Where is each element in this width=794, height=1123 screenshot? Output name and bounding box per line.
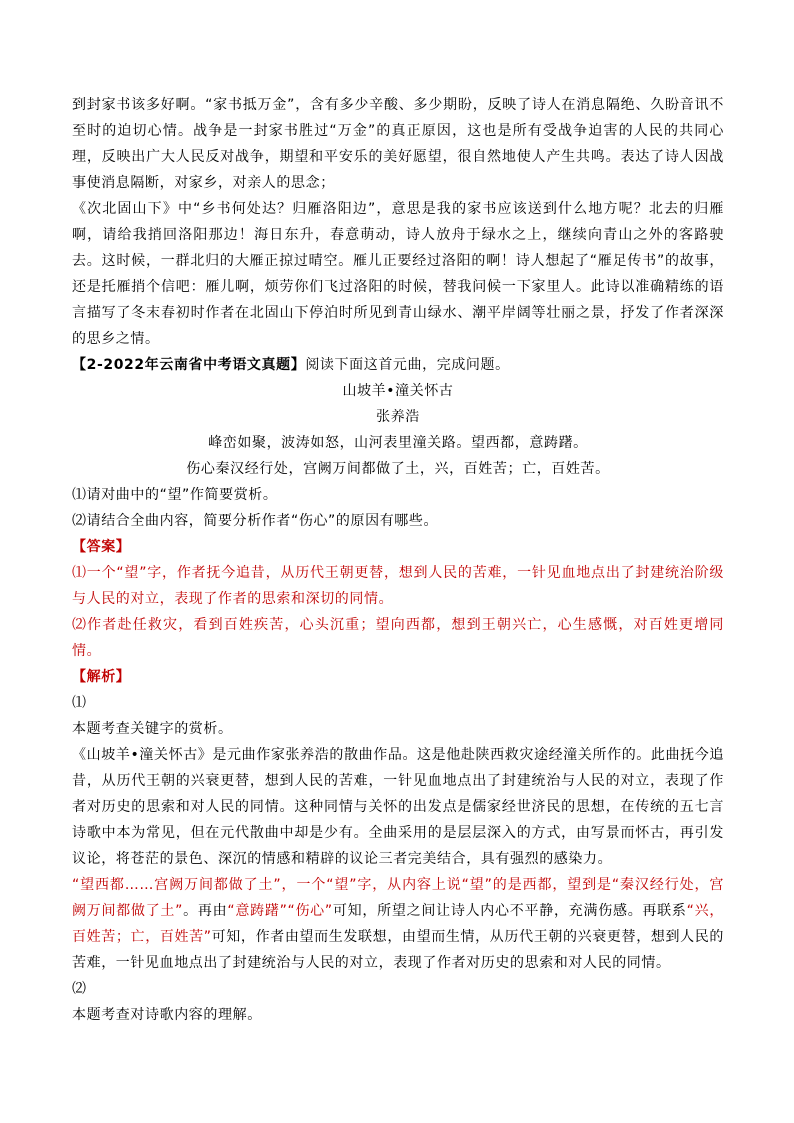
question-instruction: 阅读下面这首元曲，完成问题。 (305, 357, 510, 373)
quote-yichouchu: “意踌躇”“伤心” (227, 903, 333, 919)
question-2: ⑵请结合全曲内容，简要分析作者“伤心”的原因有哪些。 (72, 513, 439, 529)
analysis-part2-number: ⑵ (72, 981, 87, 997)
analysis-part1-number: ⑴ (72, 695, 87, 711)
answer-1: ⑴一个“望”字，作者抚今追昔，从历代王朝更替，想到人民的苦难，一针见血地点出了封建统治阶级与人民的对立，表现了作者的思索和深切的同情。 (72, 565, 724, 607)
answer-2: ⑵作者赴任救灾，看到百姓疾苦，心头沉重；望向西都，想到王朝兴亡，心生感慨，对百姓更增同情。 (72, 617, 724, 659)
question-1: ⑴请对曲中的“望”作简要赏析。 (72, 487, 278, 503)
poem-line-2: 伤心秦汉经行处，宫阙万间都做了土，兴，百姓苦；亡，百姓苦。 (186, 461, 610, 477)
paragraph-cibeigushan: 《次北固山下》中“乡书何处达？归雁洛阳边”，意思是我的家书应该送到什么地方呢？北去的归雁啊，请给我捎回洛阳那边！海日东升，春意萌动，诗人放舟于绿水之上，继续向青山之外的客路驶去。这时候，一群北归的大雁正掠过晴空。雁儿正要经过洛阳的啊！诗人想起了“雁足传书”的故事，还是托雁捎个信吧：雁儿啊，烦劳你们飞过洛阳的时候，替我问候一下家里人。此诗以准确精练的语言描写了冬末春初时作者在北固山下停泊时所见到青山绿水、潮平岸阔等壮丽之景，抒发了作者深深的思乡之情。 (72, 201, 724, 347)
analysis-part1-body: 《山坡羊•潼关怀古》是元曲作家张养浩的散曲作品。这是他赴陕西救灾途经潼关所作的。此曲抚今追昔，从历代王朝的兴衰更替，想到人民的苦难，一针见血地点出了封建统治与人民的对立，表现了作者对历史的思索和对人民的同情。这种同情与关怀的出发点是儒家经世济民的思想，在传统的五七言诗歌中本为常见，但在元代散曲中却是少有。全曲采用的是层层深入的方式，由写景而怀古，再引发议论，将苍茫的景色、深沉的情感和精辟的议论三者完美结合，具有强烈的感染力。 (72, 747, 724, 867)
answer-heading: 【答案】 (72, 539, 131, 555)
analysis-heading: 【解析】 (72, 669, 131, 685)
analysis-part1-detail (72, 872, 724, 976)
analysis-part2-intro: 本题考查对诗歌内容的理解。 (72, 1007, 262, 1023)
question-source-label: 【2-2022年云南省中考语文真题】 (72, 357, 306, 373)
question-header (72, 352, 724, 378)
poem-title: 山坡羊•潼关怀古 (342, 383, 454, 399)
poem-author: 张养浩 (376, 409, 420, 425)
analysis-text-segment: 可知，作者由望而生发联想，由望而生情，从历代王朝的兴衰更替，想到人民的苦难，一针见血地点出了封建统治与人民的对立，表现了作者对历史的思索和对人民的同情。 (72, 929, 724, 971)
paragraph-homesick-letter: 到封家书该多好啊。“家书抵万金”，含有多少辛酸、多少期盼，反映了诗人在消息隔绝、久盼音讯不至时的迫切心情。战争是一封家书胜过“万金”的真正原因，这也是所有受战争迫害的人民的共同心理，反映出广大人民反对战争，期望和平安乐的美好愿望，很自然地使人产生共鸣。表达了诗人因战事使消息隔断，对家乡，对亲人的思念； (72, 97, 724, 191)
analysis-text-segment: 可知，所望之间让诗人内心不平静，充满伤感。再联系 (332, 903, 687, 919)
document-page (72, 92, 724, 1028)
quote-wang-xidu: “望西都……宫阙万间都做了土”，一个“望”字，从内容上说“望”的是西都，望到是“秦汉经行处，宫阙万间都做了土” (72, 877, 724, 919)
poem-line-1: 峰峦如聚，波涛如怒，山河表里潼关路。望西都，意踌躇。 (208, 435, 588, 451)
quote-xing-bai-xing-ku: “兴，百姓苦；亡，百姓苦” (72, 903, 724, 945)
analysis-part1-intro: 本题考查关键字的赏析。 (72, 721, 233, 737)
analysis-text-segment: 。再由 (183, 903, 228, 919)
